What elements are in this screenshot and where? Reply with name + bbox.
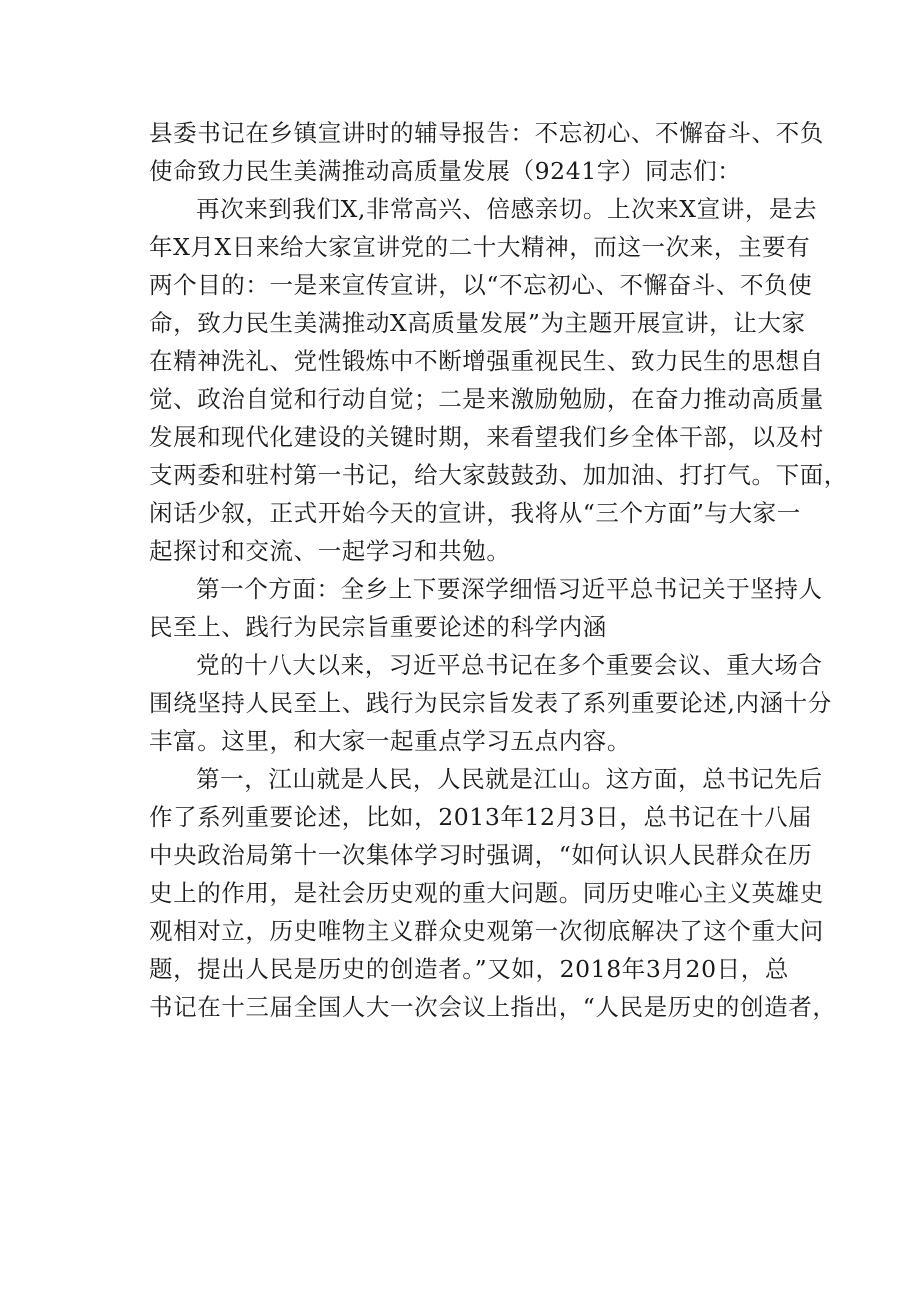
- paragraph-point-one: [149, 760, 837, 1026]
- paragraph-line: 再次来到我们X,非常高兴、倍感亲切。上次来X宣讲，是去: [196, 195, 818, 223]
- heading-line: 第一个方面：全乡上下要深学细悟习近平总书记关于坚持人: [196, 575, 823, 603]
- paragraph-line: 党的十八大以来，习近平总书记在多个重要会议、重大场合: [196, 651, 823, 679]
- paragraph-line: 命，致力民生美满推动X高质量发展”为主题开展宣讲，让大家: [149, 309, 806, 337]
- paragraph-line: 支两委和驻村第一书记，给大家鼓鼓劲、加加油、打打气。下面，: [149, 461, 848, 489]
- paragraph-line: 丰富。这里，和大家一起重点学习五点内容。: [149, 727, 631, 755]
- paragraph-line: 起探讨和交流、一起学习和共勉。: [149, 537, 511, 565]
- paragraph-line: 题，提出人民是历史的创造者。”又如，2018年3月20日，总: [149, 955, 789, 983]
- document-body: [149, 114, 848, 1026]
- paragraph-line: 围绕坚持人民至上、践行为民宗旨发表了系列重要论述,内涵十分: [149, 689, 832, 717]
- paragraph-line: 书记在十三届全国人大一次会议上指出，“人民是历史的创造者，: [149, 993, 837, 1021]
- paragraph-overview: [149, 646, 832, 760]
- paragraph-line: 第一，江山就是人民，人民就是江山。这方面，总书记先后: [196, 765, 823, 793]
- paragraph-line: 观相对立，历史唯物主义群众史观第一次彻底解决了这个重大问: [149, 917, 824, 945]
- heading-line: 民至上、践行为民宗旨重要论述的科学内涵: [149, 613, 607, 641]
- paragraph-line: 年X月X日来给大家宣讲党的二十大精神，而这一次来，主要有: [149, 233, 811, 261]
- paragraph-line: 史上的作用，是社会历史观的重大问题。同历史唯心主义英雄史: [149, 879, 824, 907]
- paragraph-line: 在精神洗礼、党性锻炼中不断增强重视民生、致力民生的思想自: [149, 347, 824, 375]
- paragraph-line: 闲话少叙，正式开始今天的宣讲，我将从“三个方面”与大家一: [149, 499, 801, 527]
- title-line: 县委书记在乡镇宣讲时的辅导报告：不忘初心、不懈奋斗、不负: [149, 119, 824, 147]
- paragraph-line: 中央政治局第十一次集体学习时强调，“如何认识人民群众在历: [149, 841, 813, 869]
- paragraph-line: 作了系列重要论述，比如，2013年12月3日，总书记在十八届: [149, 803, 813, 831]
- section-heading: [149, 570, 823, 646]
- paragraph-line: 两个目的：一是来宣传宣讲，以“不忘初心、不懈奋斗、不负使: [149, 271, 813, 299]
- paragraph-intro: [149, 190, 848, 570]
- title-line: 使命致力民生美满推动高质量发展（9241字）同志们：: [149, 157, 742, 185]
- document-title: [149, 114, 824, 190]
- paragraph-line: 觉、政治自觉和行动自觉；二是来激励勉励，在奋力推动高质量: [149, 385, 824, 413]
- paragraph-line: 发展和现代化建设的关键时期，来看望我们乡全体干部，以及村: [149, 423, 824, 451]
